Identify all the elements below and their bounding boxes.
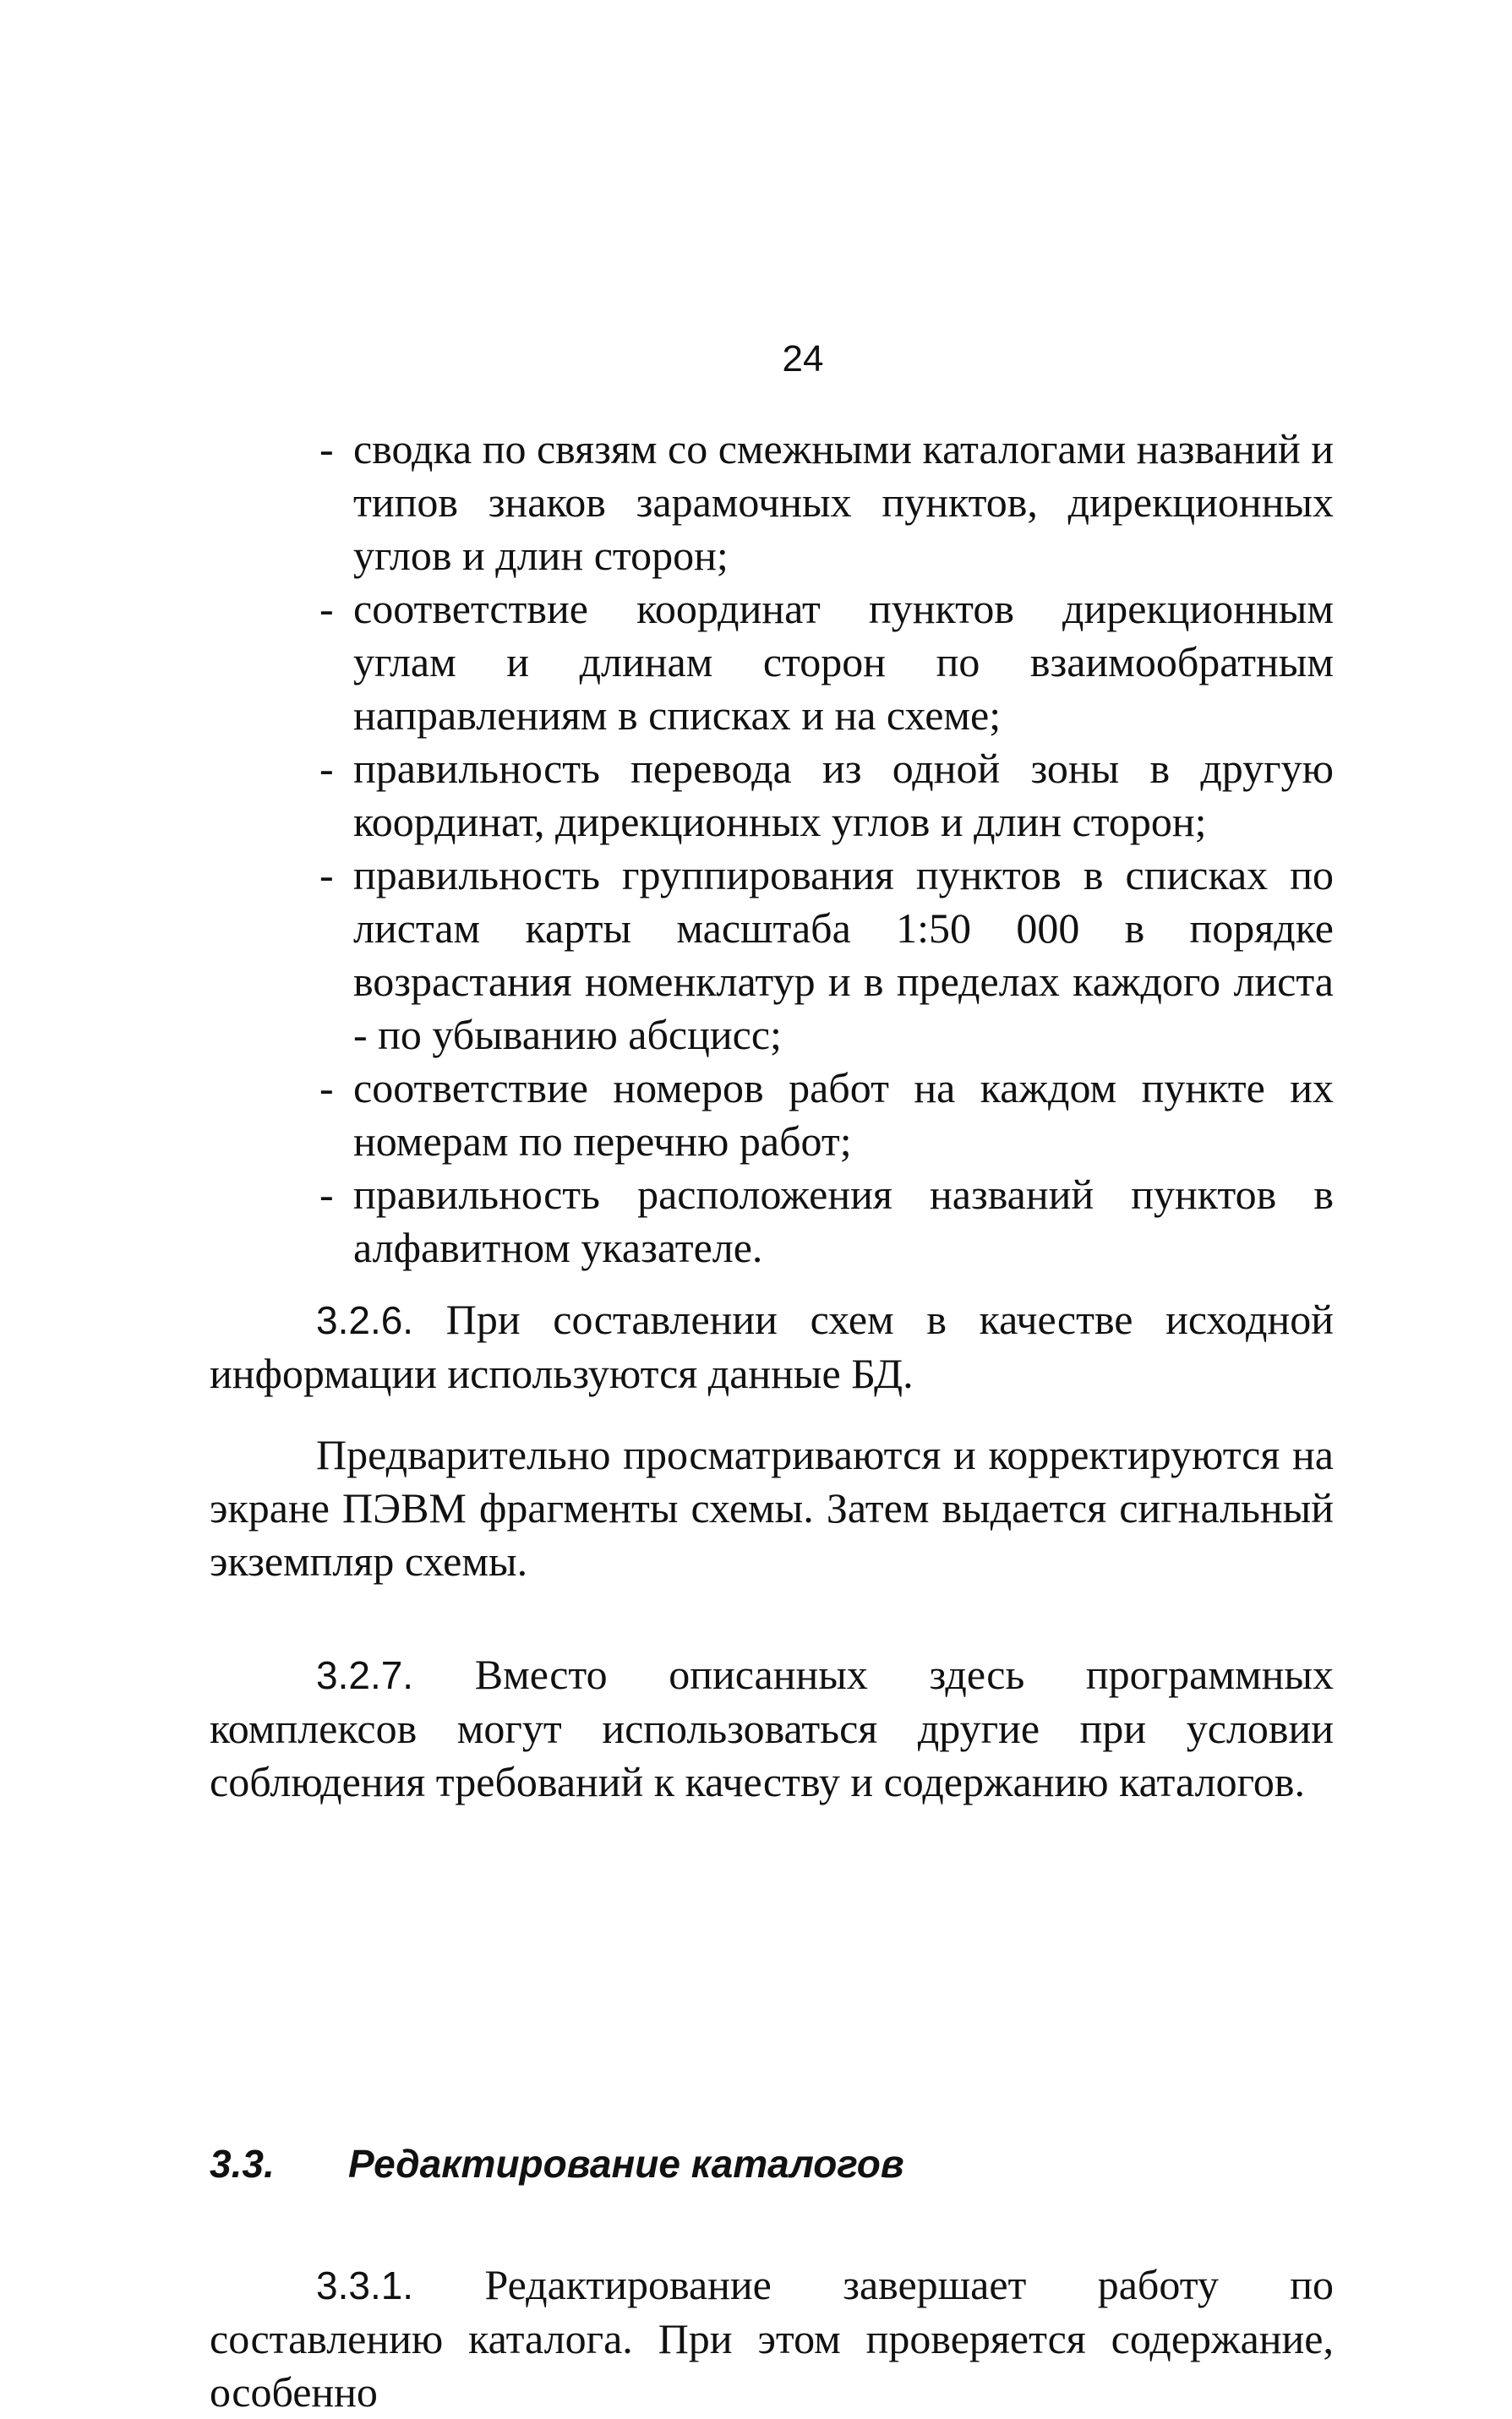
paragraph-number: 3.2.7. bbox=[316, 1653, 414, 1697]
paragraph-3-3-1 bbox=[210, 2258, 1334, 2419]
list-dash: - bbox=[319, 745, 334, 792]
list-item-text: правильность группирования пунктов в списках по листам карты масштаба 1:50 000 в порядке возрастания номенклатур и в пределах каждого листа - по убыванию абсцисс; bbox=[353, 851, 1334, 1058]
list-item bbox=[319, 582, 1334, 742]
list-item-text: соответствие координат пунктов дирекционным углам и длинам сторон по взаимообратным направлениям в списках и на схеме; bbox=[353, 585, 1334, 739]
paragraph-text: При составлении схем в качестве исходной информации используются данные БД. bbox=[210, 1296, 1334, 1397]
list-item bbox=[319, 849, 1334, 1062]
check-list bbox=[319, 423, 1334, 1275]
section-title: Редактирование каталогов bbox=[348, 2142, 904, 2186]
paragraph-3-2-7 bbox=[210, 1648, 1334, 1809]
list-dash: - bbox=[319, 1064, 334, 1111]
paragraph-number: 3.2.6. bbox=[316, 1298, 414, 1342]
paragraph-text: Редактирование завершает работу по составлению каталога. При этом проверяется содержание, особенно bbox=[210, 2261, 1335, 2416]
paragraph-text: Вместо описанных здесь программных комплексов могут использоваться другие при условии соблюдения требований к качеству и содержанию каталогов. bbox=[210, 1651, 1334, 1805]
list-item bbox=[319, 742, 1334, 849]
section-heading bbox=[210, 2138, 1334, 2189]
list-dash: - bbox=[319, 425, 334, 472]
list-item-text: правильность расположения названий пунктов в алфавитном указателе. bbox=[353, 1171, 1334, 1271]
list-dash: - bbox=[319, 1171, 334, 1218]
section-number: 3.3. bbox=[210, 2142, 275, 2186]
list-item bbox=[319, 1062, 1334, 1168]
list-dash: - bbox=[319, 851, 334, 898]
paragraph-3-2-6 bbox=[210, 1293, 1334, 1401]
list-item bbox=[319, 423, 1334, 582]
page-number: 24 bbox=[782, 338, 824, 380]
list-item-text: соответствие номеров работ на каждом пункте их номерам по перечню работ; bbox=[353, 1064, 1334, 1165]
paragraph-text: Предварительно просматриваются и корректируются на экране ПЭВМ фрагменты схемы. Затем выдается сигнальный экземпляр схемы. bbox=[210, 1431, 1334, 1585]
paragraph-number: 3.3.1. bbox=[316, 2263, 414, 2307]
list-item bbox=[319, 1168, 1334, 1275]
list-item-text: правильность перевода из одной зоны в другую координат, дирекционных углов и длин сторон; bbox=[353, 745, 1334, 845]
list-dash: - bbox=[319, 585, 334, 632]
paragraph-3-2-6-continued bbox=[210, 1428, 1334, 1588]
list-item-text: сводка по связям со смежными каталогами названий и типов знаков зарамочных пунктов, дирекционных углов и длин сторон; bbox=[353, 425, 1334, 579]
